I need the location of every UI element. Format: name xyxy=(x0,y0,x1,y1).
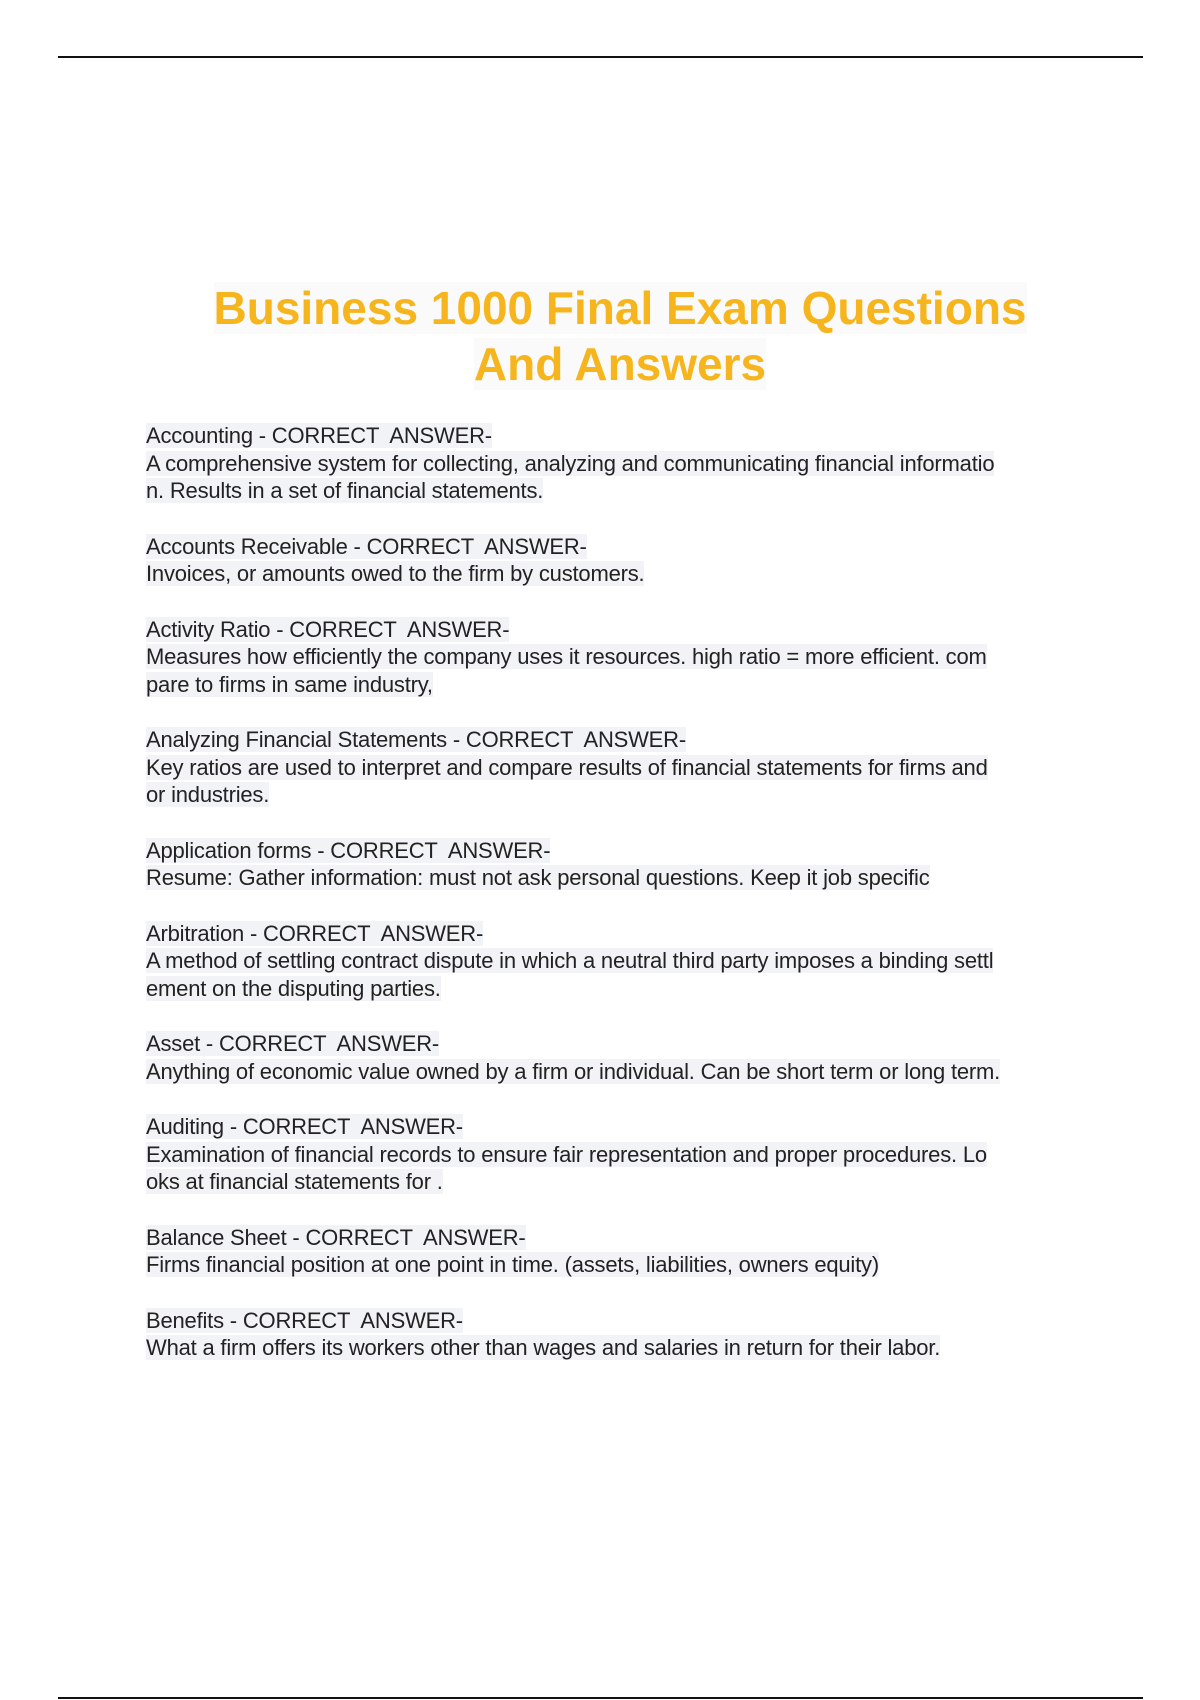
qa-definition: A comprehensive system for collecting, analyzing and communicating financial informatio n. Results in a set of financial statements. xyxy=(146,450,995,503)
qa-term: Balance Sheet - CORRECT ANSWER- xyxy=(146,1224,526,1250)
qa-term: Asset - CORRECT ANSWER- xyxy=(146,1031,440,1056)
qa-list xyxy=(146,422,1096,1390)
qa-term: Activity Ratio - CORRECT ANSWER- xyxy=(146,616,510,642)
document-title-line-1: Business 1000 Final Exam Questions xyxy=(213,282,1027,334)
qa-definition: Key ratios are used to interpret and compare results of financial statements for firms and or industries. xyxy=(146,754,988,807)
qa-term: Application forms - CORRECT ANSWER- xyxy=(146,837,551,863)
qa-definition: Examination of financial records to ensure fair representation and proper procedures. Lo oks at financial statements for . xyxy=(146,1141,987,1194)
qa-definition: What a firm offers its workers other than wages and salaries in return for their labor. xyxy=(146,1335,941,1360)
qa-entry-asset xyxy=(146,1030,1096,1085)
document-title-line-2: And Answers xyxy=(473,338,767,390)
qa-definition: Firms financial position at one point in time. (assets, liabilities, owners equity) xyxy=(146,1252,879,1277)
qa-term: Auditing - CORRECT ANSWER- xyxy=(146,1114,463,1139)
header-rule xyxy=(58,56,1143,58)
footer-rule xyxy=(58,1697,1143,1699)
document-title xyxy=(100,280,1140,392)
qa-entry-analyzing-financial-statements xyxy=(146,726,1096,809)
qa-definition: Invoices, or amounts owed to the firm by customers. xyxy=(146,561,645,586)
qa-entry-application-forms xyxy=(146,837,1096,892)
qa-entry-auditing xyxy=(146,1113,1096,1196)
qa-term: Analyzing Financial Statements - CORRECT ANSWER- xyxy=(146,727,686,752)
qa-definition: Resume: Gather information: must not ask personal questions. Keep it job specific xyxy=(146,865,930,890)
qa-entry-accounting xyxy=(146,422,1096,505)
qa-term: Accounting - CORRECT ANSWER- xyxy=(146,423,492,448)
qa-definition: Measures how efficiently the company uses it resources. high ratio = more efficient. com pare to firms in same industry, xyxy=(146,644,987,697)
qa-term: Arbitration - CORRECT ANSWER- xyxy=(146,920,484,946)
qa-entry-activity-ratio xyxy=(146,616,1096,699)
qa-entry-balance-sheet xyxy=(146,1224,1096,1279)
qa-entry-accounts-receivable xyxy=(146,533,1096,588)
qa-entry-arbitration xyxy=(146,920,1096,1003)
qa-entry-benefits xyxy=(146,1307,1096,1362)
qa-term: Benefits - CORRECT ANSWER- xyxy=(146,1307,463,1333)
qa-term: Accounts Receivable - CORRECT ANSWER- xyxy=(146,533,587,559)
qa-definition: A method of settling contract dispute in which a neutral third party imposes a binding settl ement on the disputing parties. xyxy=(146,948,994,1001)
qa-definition: Anything of economic value owned by a firm or individual. Can be short term or long term. xyxy=(146,1058,1001,1084)
